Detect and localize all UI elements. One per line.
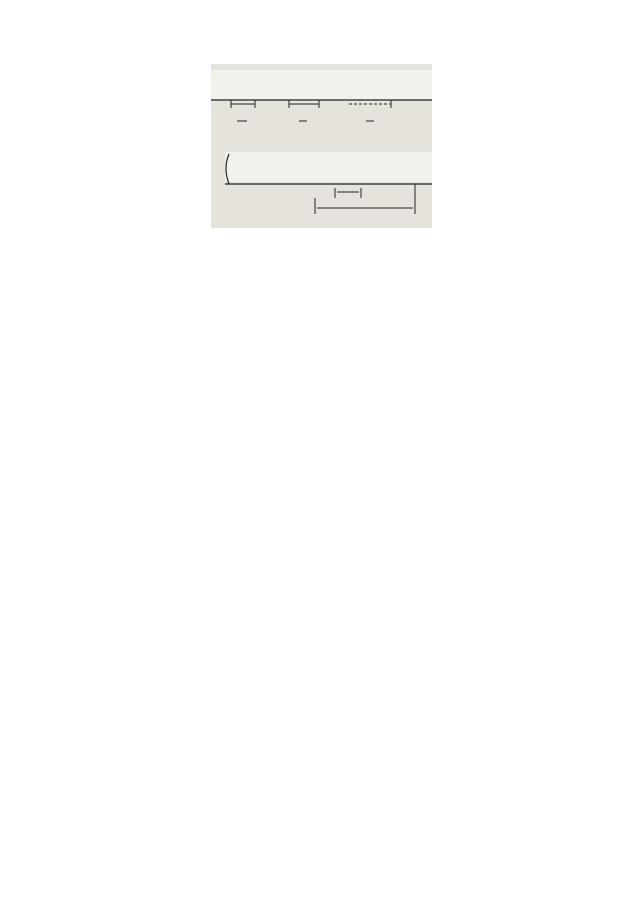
decimal-dimensions [315, 184, 415, 214]
ruler-illustration [211, 64, 432, 228]
bottom-ruler [225, 152, 432, 184]
top-ruler [211, 70, 432, 100]
ruler-figure [211, 64, 432, 228]
fraction-dimensions [231, 100, 391, 108]
